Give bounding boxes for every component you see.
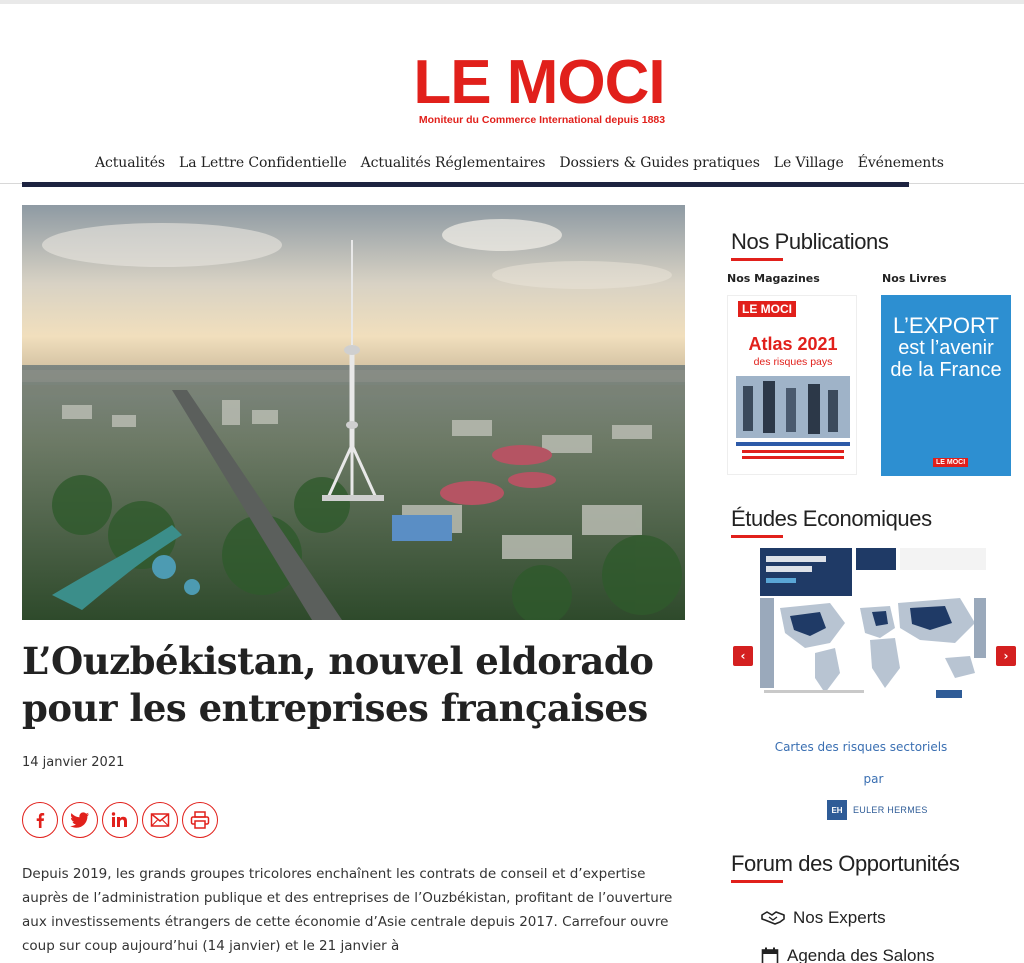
forum-title: Forum des Opportunités [731, 851, 960, 876]
main-nav [95, 155, 944, 171]
top-border [0, 0, 1024, 4]
mail-icon [150, 812, 170, 828]
article-hero-image[interactable] [22, 205, 685, 620]
facebook-icon [32, 812, 48, 828]
share-twitter-button[interactable] [62, 802, 98, 838]
handshake-icon [761, 910, 785, 926]
share-mail-button[interactable] [142, 802, 178, 838]
nav-item-dossiers-guides[interactable]: Dossiers & Guides pratiques [559, 155, 760, 171]
sector-risk-map[interactable] [760, 548, 986, 704]
magazine-logo: LE MOCI [738, 301, 796, 317]
book-title-line3: de la France [890, 359, 1002, 381]
etudes-title: Études Economiques [731, 506, 932, 531]
magazine-title: Atlas 2021 [748, 334, 838, 354]
book-publisher-tag: LE MOCI [933, 458, 968, 467]
magazine-subtitle: des risques pays [753, 356, 833, 368]
share-print-button[interactable] [182, 802, 218, 838]
book-title-line2: est l’avenir [898, 337, 994, 359]
nav-item-actualites[interactable]: Actualités [95, 155, 165, 171]
euler-hermes-logo[interactable] [827, 800, 928, 820]
books-label: Nos Livres [882, 272, 947, 285]
world-map-illustration [760, 548, 986, 704]
article-body: Depuis 2019, les grands groupes tricolores enchaînent les contrats de conseil et d’expertise auprès de l’administration publique et des entreprises de l’Ouzbékistan, profitant de l’ouverture aux investissements étrangers de cette économie d’Asie centrale depuis 2017. Carrefour ouvre coup sur coup aujourd’hui (14 janvier) et le 21 janvier à [22, 866, 673, 954]
magazine-cover-photo [728, 376, 857, 475]
forum-link-agenda[interactable] [761, 946, 934, 963]
nav-item-le-village[interactable]: Le Village [773, 155, 844, 171]
map-caption-par: par [863, 772, 884, 786]
city-aerial-illustration [22, 205, 685, 620]
nav-item-lettre-confidentielle[interactable]: La Lettre Confidentielle [179, 155, 347, 171]
nav-accent-bar [22, 182, 909, 187]
nav-item-evenements[interactable]: Événements [857, 155, 944, 171]
twitter-icon [70, 811, 90, 829]
carousel-next-button[interactable]: › [996, 646, 1016, 666]
logo-tagline: Moniteur du Commerce International depuis 1883 [418, 114, 666, 126]
map-caption-link[interactable]: Cartes des risques sectoriels [774, 740, 948, 754]
site-logo[interactable] [404, 48, 674, 126]
article-headline: L’Ouzbékistan, nouvel eldorado pour les entreprises françaises [22, 639, 654, 730]
share-bar [22, 802, 218, 838]
forum-title-underline [731, 880, 783, 883]
forum-link-experts[interactable] [761, 908, 886, 928]
forum-link-agenda-label: Agenda des Salons [787, 946, 935, 963]
publications-title: Nos Publications [731, 229, 889, 254]
linkedin-icon [111, 812, 129, 828]
print-icon [190, 811, 210, 829]
book-title-line1: L’EXPORT [893, 313, 999, 338]
nav-item-actualites-reglementaires[interactable]: Actualités Réglementaires [360, 155, 546, 171]
magazine-cover-atlas[interactable] [727, 295, 857, 475]
euler-hermes-text: EULER HERMES [853, 805, 928, 815]
share-linkedin-button[interactable] [102, 802, 138, 838]
magazines-label: Nos Magazines [727, 272, 820, 285]
carousel-prev-button[interactable]: ‹ [733, 646, 753, 666]
share-facebook-button[interactable] [22, 802, 58, 838]
publications-title-underline [731, 258, 783, 261]
forum-link-experts-label: Nos Experts [793, 908, 886, 927]
book-title [881, 315, 1011, 381]
book-cover-export[interactable] [881, 295, 1011, 476]
etudes-title-underline [731, 535, 783, 538]
logo-wordmark: LE MOCI [413, 48, 665, 117]
calendar-icon [761, 947, 779, 963]
article-date: 14 janvier 2021 [22, 755, 125, 770]
euler-hermes-mark: EH [827, 800, 847, 820]
